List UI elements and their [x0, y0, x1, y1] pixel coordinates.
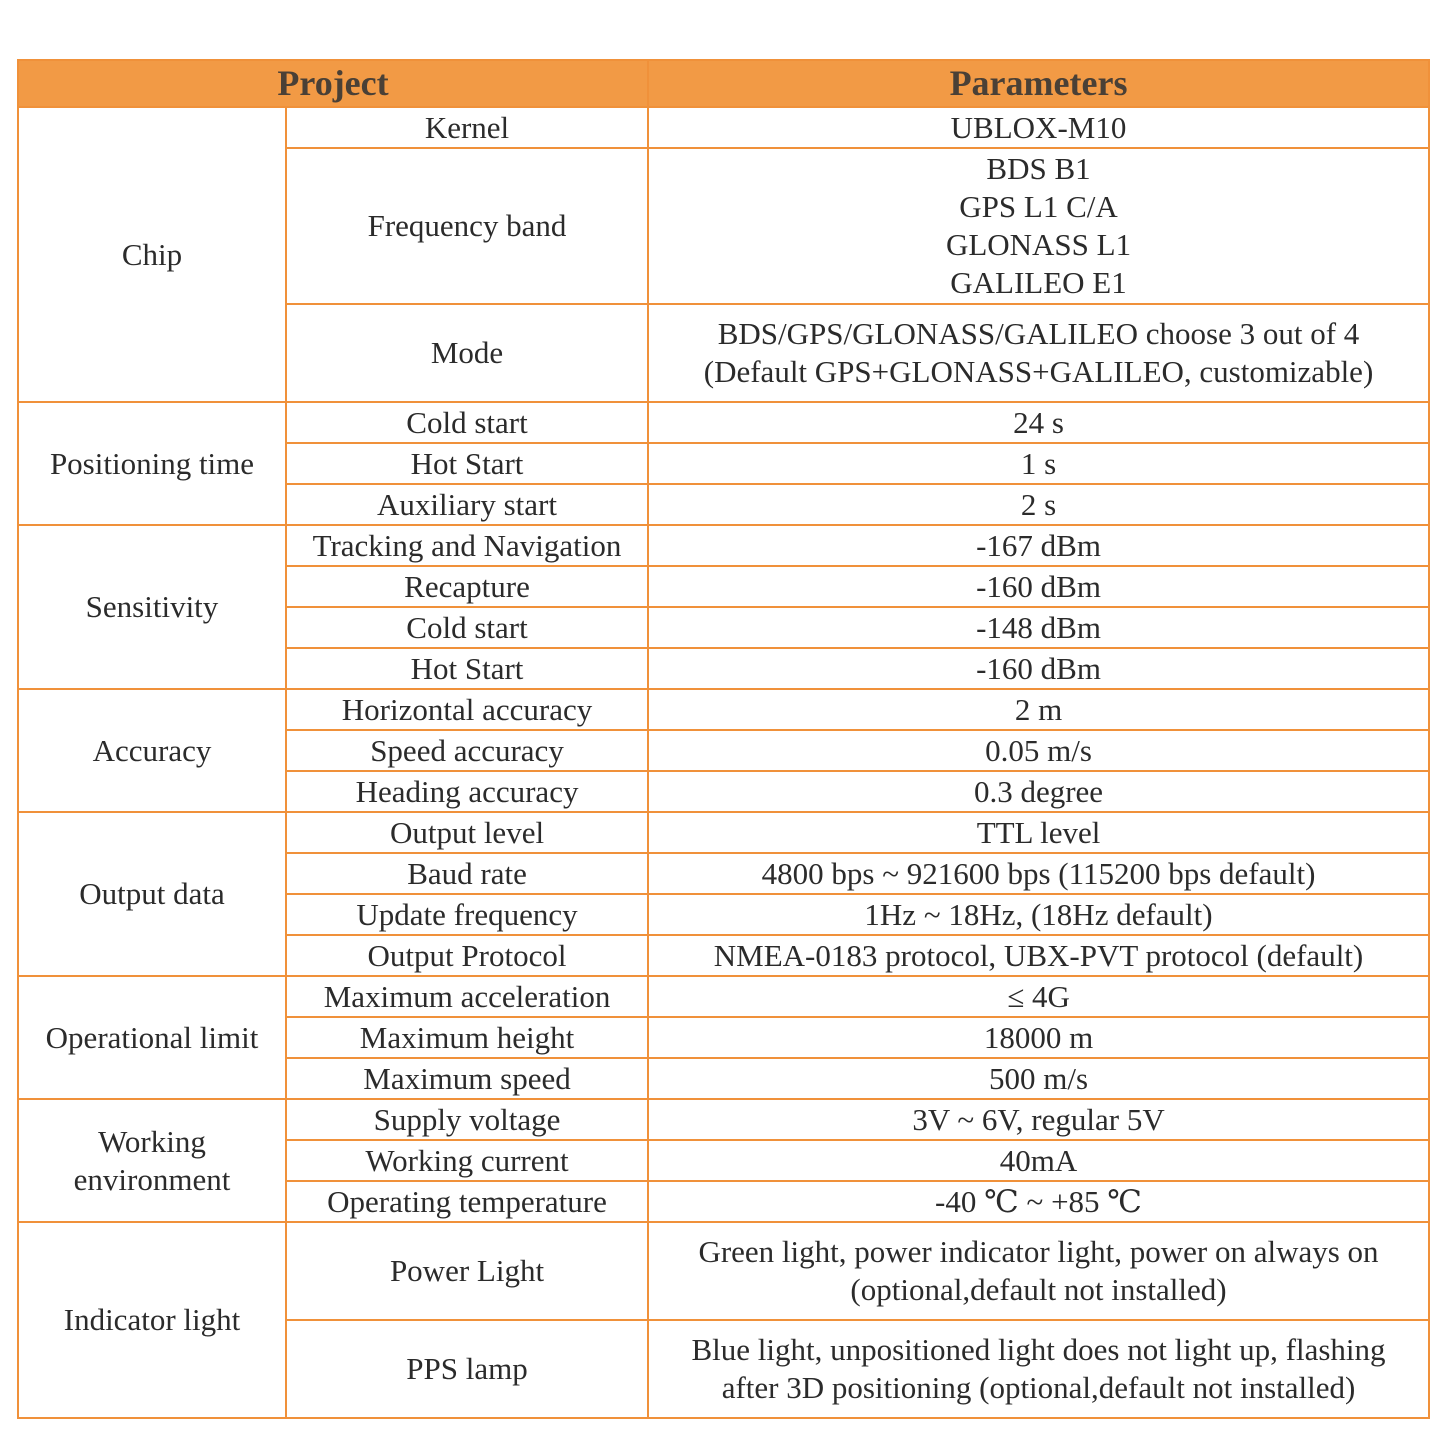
item-label: Maximum acceleration	[286, 976, 648, 1017]
item-label: Cold start	[286, 402, 648, 443]
item-label: Speed accuracy	[286, 730, 648, 771]
item-label: Horizontal accuracy	[286, 689, 648, 730]
item-value: -148 dBm	[648, 607, 1429, 648]
item-value: 24 s	[648, 402, 1429, 443]
item-label: Output Protocol	[286, 935, 648, 976]
item-label: Working current	[286, 1140, 648, 1181]
value-line: GPS L1 C/A	[959, 189, 1118, 224]
value-line: GLONASS L1	[945, 227, 1132, 262]
table-row	[18, 976, 1429, 1017]
item-label: PPS lamp	[286, 1320, 648, 1418]
value-line: BDS/GPS/GLONASS/GALILEO choose 3 out of 4	[717, 316, 1360, 351]
group-label-accuracy: Accuracy	[18, 689, 286, 812]
item-value: 2 m	[648, 689, 1429, 730]
item-label: Maximum speed	[286, 1058, 648, 1099]
group-label-chip: Chip	[18, 107, 286, 402]
table-row	[18, 402, 1429, 443]
header-parameters: Parameters	[648, 60, 1429, 107]
table-row	[18, 525, 1429, 566]
item-value: 18000 m	[648, 1017, 1429, 1058]
item-value: 0.05 m/s	[648, 730, 1429, 771]
item-value: -167 dBm	[648, 525, 1429, 566]
item-label: Baud rate	[286, 853, 648, 894]
header-row	[18, 60, 1429, 107]
item-value: -40 ℃ ~ +85 ℃	[648, 1181, 1429, 1222]
item-value: 3V ~ 6V, regular 5V	[648, 1099, 1429, 1140]
item-value: -160 dBm	[648, 566, 1429, 607]
item-value: UBLOX-M10	[648, 107, 1429, 148]
item-value: NMEA-0183 protocol, UBX-PVT protocol (default)	[648, 935, 1429, 976]
table-row	[18, 812, 1429, 853]
value-line: GALILEO E1	[950, 265, 1127, 300]
table-row	[18, 107, 1429, 148]
item-label: Update frequency	[286, 894, 648, 935]
value-line: (Default GPS+GLONASS+GALILEO, customizable)	[703, 354, 1374, 389]
table-row	[18, 689, 1429, 730]
item-label: Hot Start	[286, 443, 648, 484]
item-label: Recapture	[286, 566, 648, 607]
item-value: 1Hz ~ 18Hz, (18Hz default)	[648, 894, 1429, 935]
item-value: 500 m/s	[648, 1058, 1429, 1099]
item-value	[648, 1320, 1429, 1418]
item-label: Output level	[286, 812, 648, 853]
item-value: ≤ 4G	[648, 976, 1429, 1017]
group-label-line: environment	[73, 1161, 231, 1197]
group-label-indicator-light: Indicator light	[18, 1222, 286, 1418]
group-label-line: Working	[98, 1123, 206, 1159]
item-label: Maximum height	[286, 1017, 648, 1058]
item-value	[648, 148, 1429, 304]
group-label-working-environment	[18, 1099, 286, 1222]
item-label: Auxiliary start	[286, 484, 648, 525]
value-line: (optional,default not installed)	[850, 1272, 1227, 1307]
table-row	[18, 1099, 1429, 1140]
item-label: Tracking and Navigation	[286, 525, 648, 566]
value-line: Green light, power indicator light, power on always on	[698, 1234, 1379, 1269]
value-line: BDS B1	[986, 151, 1091, 186]
group-label-operational-limit: Operational limit	[18, 976, 286, 1099]
table-row	[18, 1222, 1429, 1320]
item-label: Supply voltage	[286, 1099, 648, 1140]
item-label: Hot Start	[286, 648, 648, 689]
item-value: 2 s	[648, 484, 1429, 525]
item-label: Frequency band	[286, 148, 648, 304]
item-label: Operating temperature	[286, 1181, 648, 1222]
item-value: TTL level	[648, 812, 1429, 853]
item-label: Heading accuracy	[286, 771, 648, 812]
item-label: Power Light	[286, 1222, 648, 1320]
item-value: -160 dBm	[648, 648, 1429, 689]
item-value	[648, 1222, 1429, 1320]
value-line: Blue light, unpositioned light does not light up, flashing	[691, 1332, 1386, 1367]
item-label: Kernel	[286, 107, 648, 148]
item-value: 0.3 degree	[648, 771, 1429, 812]
group-label-output-data: Output data	[18, 812, 286, 976]
item-value: 1 s	[648, 443, 1429, 484]
item-value	[648, 304, 1429, 402]
group-label-positioning-time: Positioning time	[18, 402, 286, 525]
item-label: Cold start	[286, 607, 648, 648]
value-line: after 3D positioning (optional,default not installed)	[721, 1370, 1356, 1405]
item-value: 40mA	[648, 1140, 1429, 1181]
spec-table	[17, 59, 1430, 1419]
item-label: Mode	[286, 304, 648, 402]
group-label-sensitivity: Sensitivity	[18, 525, 286, 689]
item-value: 4800 bps ~ 921600 bps (115200 bps default)	[648, 853, 1429, 894]
header-project: Project	[18, 60, 648, 107]
